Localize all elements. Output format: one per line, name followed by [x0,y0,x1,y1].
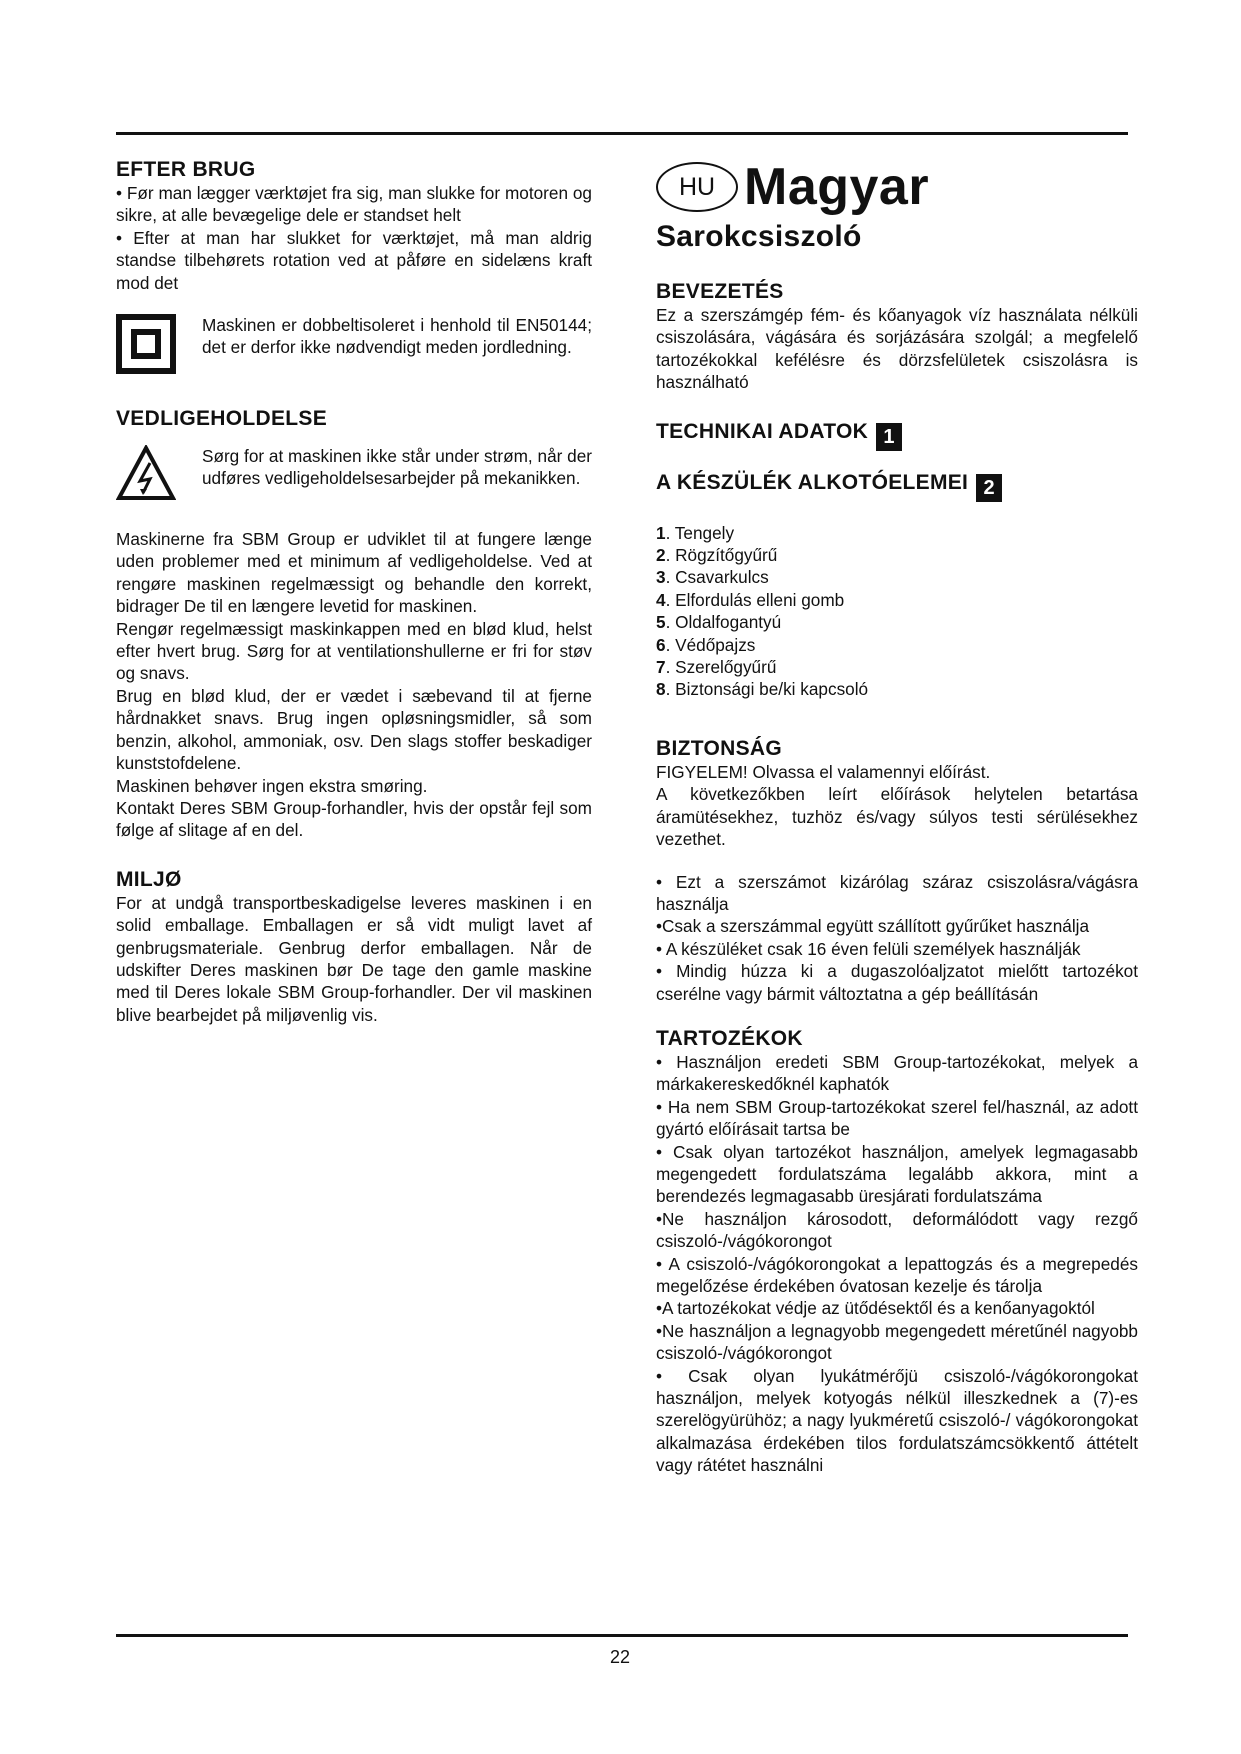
vedligeholdelse-heading: VEDLIGEHOLDELSE [116,407,328,431]
list-item: 5. Oldalfogantyú [656,612,782,633]
list-item: 2. Rögzítőgyűrű [656,545,778,566]
efter-brug-text: • Før man lægger værktøjet fra sig, man slukke for motoren og sikre, at alle bevægelige dele er standset helt • Efter at man har slukket for værktøjet, må man aldrig standse tilbehørets rotation ved at påføre en sidelæns kraft mod det [116,183,592,293]
technikai-adatok-heading [656,420,1138,451]
list-item: 3. Csavarkulcs [656,567,769,588]
biztonsag-heading: BIZTONSÁG [656,736,782,760]
warning-row [116,445,592,506]
bottom-rule [116,1634,1128,1637]
list-item: 4. Elfordulás elleni gomb [656,589,845,610]
list-item: 7. Szerelőgyűrű [656,657,777,678]
figure-ref-1: 1 [876,423,902,451]
vedligeholdelse-text: Maskinerne fra SBM Group er udviklet til at fungere længe uden problemer med et minimum af vedligeholdelse. Ved at rengøre maskinen regelmæssigt og behandle den korrekt, bidrager De til en længere levetid for maskinen. Rengør regelmæssigt maskinkappen med en blød klud, helst efter hvert brug. Sørg for at ventilationshullerne er fri for støv og snavs. Brug en blød klud, der er vædet i sæbevand til at fjerne hårdnakket snavs. Brug ingen opløsningsmidler, så som benzin, alkohol, ammoniak, osv. Den slags stoffer beskadiger kunststofdelene. Maskinen behøver ingen ekstra smøring. Kontakt Deres SBM Group-forhandler, hvis der opstår fejl som følge af slitage af en del. [116,529,592,841]
list-item: 6. Védőpajzs [656,634,756,655]
double-insulation-icon [116,314,176,379]
left-column [116,158,592,1026]
warning-text: Sørg for at maskinen ikke står under strøm, når der udføres vedligeholdelsesarbejder på mekanikken. [202,446,592,489]
biztonsag-intro: FIGYELEM! Olvassa el valamennyi előírást. A következőkben leírt előírások helytelen betartása áramütésekhez, tuzhöz és/vagy súlyos testi sérülésekhez vezethet. [656,761,1138,850]
tartozekok-text: • Használjon eredeti SBM Group-tartozékokat, melyek a márkakereskedőknél kaphatók • Ha nem SBM Group-tartozékokat szerel fel/használ, az adott gyártó előírásait tartsa be • Csak olyan tartozékot használjon, amelyek legmagasabb megengedett fordulatszáma legalább akkora, mint a berendezés legmagasabb üresjárati fordulatszáma •Ne használjon károsodott, deformálódott vagy rezgő csiszoló-/vágókorongot • A csiszoló-/vágókorongokat a lepattogzás és a megrepedés megelőzése érdekében óvatosan kezelje és tárolja •A tartozékokat védje az ütődésektől és a kenőanyagoktól •Ne használjon a legnagyobb megengedett méretűnél nagyobb csiszoló-/vágókorongot • Csak olyan lyukátmérőjü csiszoló-/vágókorongokat használjon, melyek kotyogás nélkül illeszkednek a (7)-es szerelögyürühöz; a nagy lyukméretű csiszoló-/ vágókorongokat alkalmazása érdekében tilos fordulatszámcsökkentő áttételt vagy rátétet használni [656,1051,1138,1476]
language-code-badge: HU [656,162,738,212]
miljo-text: For at undgå transportbeskadigelse leveres maskinen i en solid emballage. Emballagen er så vidt muligt lavet af genbrugsmateriale. Genbrug derfor emballagen. Når de udskifter Deres maskinen bør De tage den gamle maskine med til Deres lokale SBM Group-forhandler. Der vil maskinen blive bearbejdet på miljøvenlig vis. [116,892,592,1025]
alkotoelemei-heading [656,471,1138,502]
page-number: 22 [609,1647,631,1667]
alkotoelemei-label: A KÉSZÜLÉK ALKOTÓELEMEI [656,470,969,494]
biztonsag-bullets: • Ezt a szerszámot kizárólag száraz csiszolásra/vágásra használja •Csak a szerszámmal együtt szállított gyűrűket használja • A készüléket csak 16 éven felüli személyek használják • Mindig húzza ki a dugaszolóaljzatot mielőtt tartozékot cserélne vagy bármit változtatna a gép beállításán [656,871,1138,1004]
language-header [656,156,1138,218]
electric-warning-icon [116,445,176,506]
efter-brug-heading: EFTER BRUG [116,158,256,181]
figure-ref-2: 2 [976,474,1002,502]
bevezetes-text: Ez a szerszámgép fém- és kőanyagok víz használata nélküli csiszolására, vágására és sorjázására szolgál; a megfelelő tartozékokkal kefélésre és dörzsfelületek csiszolásra is használható [656,305,1138,393]
product-title: Sarokcsiszoló [656,220,862,253]
double-insulation-row [116,314,592,379]
list-item: 1. Tengely [656,522,735,543]
miljo-heading: MILJØ [116,867,182,891]
top-rule [116,132,1128,135]
list-item: 8. Biztonsági be/ki kapcsoló [656,679,869,700]
right-column [656,156,1138,1477]
language-title: Magyar [744,158,930,216]
double-insulation-text: Maskinen er dobbeltisoleret i henhold til EN50144; det er derfor ikke nødvendigt meden jordledning. [202,315,592,358]
technikai-adatok-label: TECHNIKAI ADATOK [656,419,869,443]
parts-list [656,522,1138,701]
tartozekok-heading: TARTOZÉKOK [656,1026,803,1050]
bevezetes-heading: BEVEZETÉS [656,280,784,303]
